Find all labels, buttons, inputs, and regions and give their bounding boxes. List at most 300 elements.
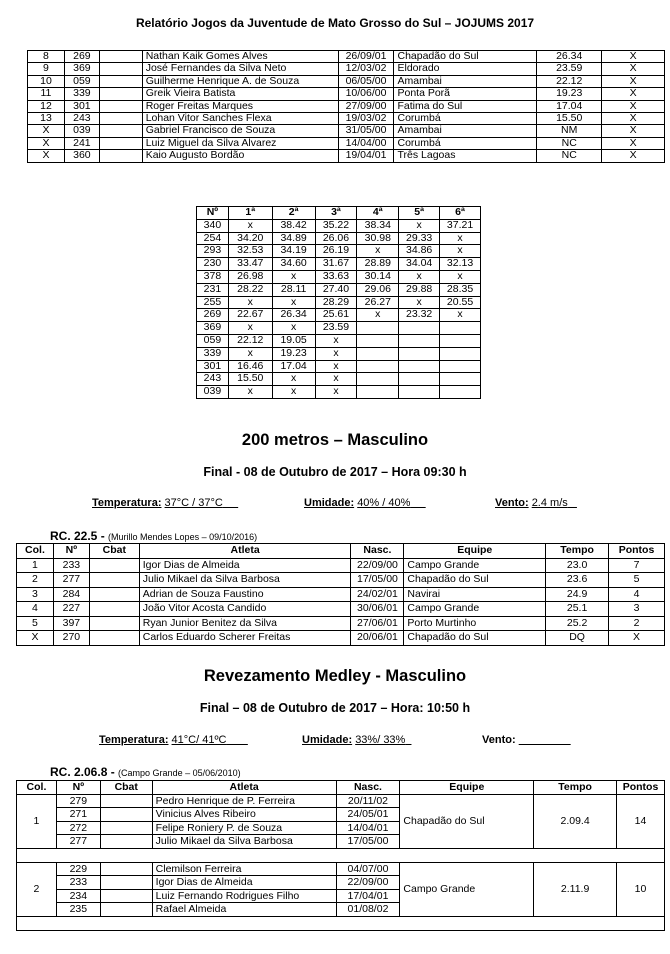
- cell-num: 284: [53, 587, 89, 602]
- cell-birth: 31/05/00: [338, 125, 394, 137]
- cell-mark: NC: [537, 150, 602, 162]
- cell-col: 8: [28, 51, 65, 63]
- cell-team: Chapadão do Sul: [400, 794, 534, 848]
- event2-record: [50, 765, 241, 779]
- cell-team: Ponta Porã: [394, 88, 537, 100]
- cell-name: Igor Dias de Almeida: [152, 876, 336, 890]
- cell-attempt: x: [440, 309, 481, 322]
- cell-name: Gabriel Francisco de Souza: [142, 125, 338, 137]
- cell-attempt: 19.05: [272, 334, 315, 347]
- cell-mark: NM: [537, 125, 602, 137]
- cell-birth: 17/04/01: [336, 889, 400, 903]
- cell-birth: 17/05/00: [336, 835, 400, 849]
- cell-birth: 20/06/01: [351, 631, 404, 646]
- cell-mark: 15.50: [537, 113, 602, 125]
- event2-results-table: [16, 780, 665, 931]
- cell-pts: X: [602, 100, 665, 112]
- column-header: Pontos: [609, 544, 665, 559]
- cell-birth: 14/04/01: [336, 821, 400, 835]
- cell-cbat: [100, 876, 152, 890]
- cell-attempt: 26.34: [272, 309, 315, 322]
- cell-attempt: x: [228, 386, 272, 399]
- cell-col: 2: [17, 862, 57, 916]
- cell-birth: 06/05/00: [338, 75, 394, 87]
- cell-attempt: x: [272, 322, 315, 335]
- column-header: 4ª: [357, 207, 399, 220]
- cell-attempt: 34.60: [272, 258, 315, 271]
- cell-num: 277: [56, 835, 100, 849]
- cell-birth: 26/09/01: [338, 51, 394, 63]
- table-row: [28, 63, 665, 75]
- table-row: [28, 113, 665, 125]
- column-header: 6ª: [440, 207, 481, 220]
- cell-pts: 7: [609, 558, 665, 573]
- cell-team: Campo Grande: [404, 558, 546, 573]
- cell-attempt: 34.89: [272, 232, 315, 245]
- cell-name: Carlos Eduardo Scherer Freitas: [139, 631, 351, 646]
- cell-attempt: 23.59: [315, 322, 357, 335]
- cell-birth: 27/06/01: [351, 616, 404, 631]
- cell-attempt: x: [228, 322, 272, 335]
- table-row: [17, 558, 665, 573]
- column-header: Tempo: [546, 544, 609, 559]
- temperature-value: 37°C / 37°C: [164, 497, 223, 509]
- cell-mark: 22.12: [537, 75, 602, 87]
- cell-pts: X: [602, 137, 665, 149]
- cell-num: 301: [64, 100, 99, 112]
- cell-cbat: [100, 903, 152, 917]
- cell-pts: 14: [617, 794, 665, 848]
- cell-number: 339: [197, 347, 229, 360]
- cell-attempt: [357, 386, 399, 399]
- cell-name: Luiz Miguel da Silva Alvarez: [142, 137, 338, 149]
- cell-attempt: x: [228, 219, 272, 232]
- cell-team: Fatima do Sul: [394, 100, 537, 112]
- cell-pts: X: [602, 125, 665, 137]
- wind-value: 2.4 m/s: [531, 497, 568, 509]
- cell-cbat: [99, 113, 142, 125]
- cell-mark: 26.34: [537, 51, 602, 63]
- cell-attempt: [440, 373, 481, 386]
- table-row: [197, 360, 481, 373]
- cell-number: 378: [197, 270, 229, 283]
- cell-attempt: 32.13: [440, 258, 481, 271]
- report-title: Relatório Jogos da Juventude de Mato Grosso do Sul – JOJUMS 2017: [135, 16, 535, 30]
- cell-num: 272: [56, 821, 100, 835]
- cell-attempt: 34.19: [272, 245, 315, 258]
- cell-attempt: x: [272, 386, 315, 399]
- cell-attempt: x: [228, 296, 272, 309]
- cell-time: 23.0: [546, 558, 609, 573]
- cell-cbat: [89, 573, 139, 588]
- cell-pts: X: [602, 75, 665, 87]
- cell-attempt: 38.34: [357, 219, 399, 232]
- cell-attempt: 15.50: [228, 373, 272, 386]
- cell-name: Guilherme Henrique A. de Souza: [142, 75, 338, 87]
- cell-birth: 24/02/01: [351, 587, 404, 602]
- cell-team: Eldorado: [394, 63, 537, 75]
- cell-col: X: [28, 150, 65, 162]
- cell-attempt: x: [440, 232, 481, 245]
- cell-attempt: 34.20: [228, 232, 272, 245]
- event2-title: Revezamento Medley - Masculino: [203, 667, 467, 685]
- cell-cbat: [89, 558, 139, 573]
- cell-pts: 4: [609, 587, 665, 602]
- cell-attempt: 28.89: [357, 258, 399, 271]
- column-header: Equipe: [400, 781, 534, 795]
- cell-attempt: x: [399, 270, 440, 283]
- cell-attempt: [357, 322, 399, 335]
- cell-attempt: 17.04: [272, 360, 315, 373]
- cell-mark: 19.23: [537, 88, 602, 100]
- table-row: [197, 347, 481, 360]
- cell-pts: X: [602, 150, 665, 162]
- cell-pts: X: [602, 51, 665, 63]
- cell-pts: 10: [617, 862, 665, 916]
- column-header: Cbat: [89, 544, 139, 559]
- cell-attempt: [399, 334, 440, 347]
- cell-attempt: 34.04: [399, 258, 440, 271]
- cell-attempt: [440, 360, 481, 373]
- cell-attempt: [440, 334, 481, 347]
- cell-attempt: 22.67: [228, 309, 272, 322]
- cell-cbat: [100, 889, 152, 903]
- cell-num: 059: [64, 75, 99, 87]
- cell-attempt: [440, 347, 481, 360]
- cell-cbat: [99, 75, 142, 87]
- table-row: [197, 334, 481, 347]
- cell-attempt: 32.53: [228, 245, 272, 258]
- column-header: Col.: [17, 544, 54, 559]
- cell-num: 360: [64, 150, 99, 162]
- humidity-value: 40% / 40%: [357, 497, 411, 509]
- cell-attempt: x: [357, 309, 399, 322]
- separator-row: [17, 848, 665, 862]
- cell-name: José Fernandes da Silva Neto: [142, 63, 338, 75]
- cell-num: 243: [64, 113, 99, 125]
- cell-col: 5: [17, 616, 54, 631]
- cell-name: Luiz Fernando Rodrigues Filho: [152, 889, 336, 903]
- column-header: Nº: [197, 207, 229, 220]
- cell-cbat: [100, 862, 152, 876]
- cell-name: Julio Mikael da Silva Barbosa: [139, 573, 351, 588]
- cell-team: Amambai: [394, 125, 537, 137]
- cell-team: Chapadão do Sul: [404, 631, 546, 646]
- cell-num: 227: [53, 602, 89, 617]
- cell-attempt: [357, 347, 399, 360]
- cell-attempt: x: [315, 334, 357, 347]
- cell-number: 340: [197, 219, 229, 232]
- event1-wind: [495, 497, 577, 509]
- cell-birth: 22/09/00: [336, 876, 400, 890]
- cell-mark: 17.04: [537, 100, 602, 112]
- column-header: Equipe: [404, 544, 546, 559]
- cell-birth: 22/09/00: [351, 558, 404, 573]
- cell-number: 301: [197, 360, 229, 373]
- cell-number: 255: [197, 296, 229, 309]
- cell-attempt: x: [315, 347, 357, 360]
- cell-time: 24.9: [546, 587, 609, 602]
- cell-attempt: 30.98: [357, 232, 399, 245]
- cell-attempt: 28.22: [228, 283, 272, 296]
- cell-num: 229: [56, 862, 100, 876]
- table-header-row: [17, 781, 665, 795]
- column-header: 1ª: [228, 207, 272, 220]
- table-row: [28, 100, 665, 112]
- cell-num: 039: [64, 125, 99, 137]
- cell-attempt: 26.98: [228, 270, 272, 283]
- cell-attempt: 26.19: [315, 245, 357, 258]
- table-row: [197, 219, 481, 232]
- cell-attempt: 35.22: [315, 219, 357, 232]
- cell-cbat: [100, 835, 152, 849]
- table-row: [28, 75, 665, 87]
- cell-number: 254: [197, 232, 229, 245]
- cell-team: Porto Murtinho: [404, 616, 546, 631]
- cell-birth: 24/05/01: [336, 808, 400, 822]
- cell-attempt: x: [440, 270, 481, 283]
- cell-birth: 10/06/00: [338, 88, 394, 100]
- cell-num: 397: [53, 616, 89, 631]
- table-row: [28, 150, 665, 162]
- cell-pts: 5: [609, 573, 665, 588]
- cell-attempt: 29.33: [399, 232, 440, 245]
- table-row: [197, 258, 481, 271]
- event2-temperature: [99, 734, 248, 746]
- cell-attempt: 29.06: [357, 283, 399, 296]
- cell-attempt: [440, 386, 481, 399]
- cell-attempt: x: [399, 219, 440, 232]
- table-row: [197, 245, 481, 258]
- cell-cbat: [100, 821, 152, 835]
- column-header: Atleta: [152, 781, 336, 795]
- cell-attempt: 19.23: [272, 347, 315, 360]
- cell-birth: 19/04/01: [338, 150, 394, 162]
- cell-num: 235: [56, 903, 100, 917]
- column-header: Col.: [17, 781, 57, 795]
- table-row: [197, 270, 481, 283]
- table-row: [197, 296, 481, 309]
- table-row: [28, 51, 665, 63]
- separator-cell: [17, 916, 665, 930]
- cell-birth: 01/08/02: [336, 903, 400, 917]
- table-row: [17, 573, 665, 588]
- column-header: 3ª: [315, 207, 357, 220]
- cell-pts: X: [602, 63, 665, 75]
- event1-title: 200 metros – Masculino: [241, 431, 429, 449]
- table-row: [197, 283, 481, 296]
- table-header-row: [197, 207, 481, 220]
- column-header: Cbat: [100, 781, 152, 795]
- cell-number: 269: [197, 309, 229, 322]
- event2-wind: [482, 734, 571, 746]
- cell-cbat: [99, 51, 142, 63]
- cell-mark: NC: [537, 137, 602, 149]
- cell-num: 270: [53, 631, 89, 646]
- cell-num: 269: [64, 51, 99, 63]
- previous-results-table: [27, 50, 665, 163]
- cell-attempt: [357, 373, 399, 386]
- cell-attempt: x: [315, 386, 357, 399]
- table-row: [197, 309, 481, 322]
- cell-cbat: [100, 794, 152, 808]
- cell-name: Kaio Augusto Bordão: [142, 150, 338, 162]
- cell-attempt: 25.61: [315, 309, 357, 322]
- cell-team: Corumbá: [394, 137, 537, 149]
- event1-temperature: [92, 497, 238, 509]
- cell-birth: 12/03/02: [338, 63, 394, 75]
- cell-attempt: 31.67: [315, 258, 357, 271]
- cell-num: 234: [56, 889, 100, 903]
- cell-pts: X: [609, 631, 665, 646]
- cell-name: Clemilson Ferreira: [152, 862, 336, 876]
- temperature-value: 41°C/ 41ºC: [171, 734, 227, 746]
- cell-team: Campo Grande: [404, 602, 546, 617]
- cell-num: 271: [56, 808, 100, 822]
- cell-name: Lohan Vitor Sanches Flexa: [142, 113, 338, 125]
- cell-col: 4: [17, 602, 54, 617]
- cell-birth: 04/07/00: [336, 862, 400, 876]
- cell-team: Chapadão do Sul: [404, 573, 546, 588]
- cell-attempt: [399, 322, 440, 335]
- cell-number: 231: [197, 283, 229, 296]
- cell-birth: 20/11/02: [336, 794, 400, 808]
- cell-name: Nathan Kaik Gomes Alves: [142, 51, 338, 63]
- cell-attempt: [357, 360, 399, 373]
- temperature-label: Temperatura:: [92, 497, 162, 509]
- cell-team: Amambai: [394, 75, 537, 87]
- cell-name: Igor Dias de Almeida: [139, 558, 351, 573]
- cell-mark: 23.59: [537, 63, 602, 75]
- separator-row: [17, 916, 665, 930]
- cell-attempt: 38.42: [272, 219, 315, 232]
- cell-attempt: x: [315, 373, 357, 386]
- temperature-label: Temperatura:: [99, 734, 169, 746]
- record-note: (Murillo Mendes Lopes – 09/10/2016): [108, 532, 258, 542]
- cell-name: Ryan Junior Benitez da Silva: [139, 616, 351, 631]
- cell-attempt: x: [272, 296, 315, 309]
- event2-humidity: [302, 734, 411, 746]
- cell-attempt: 30.14: [357, 270, 399, 283]
- cell-col: 2: [17, 573, 54, 588]
- event1-results-table: [16, 543, 665, 646]
- cell-name: Greik Vieira Batista: [142, 88, 338, 100]
- cell-cbat: [89, 631, 139, 646]
- record-note: (Campo Grande – 05/06/2010): [118, 768, 241, 778]
- table-row: [17, 631, 665, 646]
- cell-num: 339: [64, 88, 99, 100]
- table-row: [197, 373, 481, 386]
- cell-attempt: 33.47: [228, 258, 272, 271]
- column-header: Nasc.: [336, 781, 400, 795]
- cell-name: Roger Freitas Marques: [142, 100, 338, 112]
- event2-subtitle: Final – 08 de Outubro de 2017 – Hora: 10:50 h: [199, 701, 471, 715]
- cell-attempt: x: [315, 360, 357, 373]
- cell-team: Três Lagoas: [394, 150, 537, 162]
- cell-col: X: [28, 137, 65, 149]
- column-header: Tempo: [534, 781, 617, 795]
- cell-attempt: [440, 322, 481, 335]
- cell-pts: 3: [609, 602, 665, 617]
- cell-time: 25.2: [546, 616, 609, 631]
- cell-birth: 14/04/00: [338, 137, 394, 149]
- cell-name: Felipe Roniery P. de Souza: [152, 821, 336, 835]
- table-row: [28, 137, 665, 149]
- cell-attempt: x: [272, 270, 315, 283]
- cell-birth: 19/03/02: [338, 113, 394, 125]
- cell-cbat: [99, 63, 142, 75]
- cell-attempt: 28.35: [440, 283, 481, 296]
- column-header: Atleta: [139, 544, 351, 559]
- record-label: RC. 2.06.8 -: [50, 765, 115, 779]
- column-header: Pontos: [617, 781, 665, 795]
- cell-attempt: 26.27: [357, 296, 399, 309]
- cell-name: Vinicius Alves Ribeiro: [152, 808, 336, 822]
- cell-birth: 17/05/00: [351, 573, 404, 588]
- cell-number: 293: [197, 245, 229, 258]
- humidity-value: 33%/ 33%: [355, 734, 406, 746]
- cell-birth: 30/06/01: [351, 602, 404, 617]
- cell-pts: X: [602, 88, 665, 100]
- cell-num: 277: [53, 573, 89, 588]
- cell-number: 230: [197, 258, 229, 271]
- cell-col: 12: [28, 100, 65, 112]
- cell-cbat: [99, 137, 142, 149]
- cell-pts: X: [602, 113, 665, 125]
- cell-col: 10: [28, 75, 65, 87]
- cell-name: Rafael Almeida: [152, 903, 336, 917]
- cell-col: 9: [28, 63, 65, 75]
- table-row: [17, 616, 665, 631]
- cell-attempt: 28.11: [272, 283, 315, 296]
- cell-cbat: [89, 602, 139, 617]
- cell-num: 233: [53, 558, 89, 573]
- cell-number: 059: [197, 334, 229, 347]
- cell-number: 039: [197, 386, 229, 399]
- table-row: [197, 386, 481, 399]
- cell-team: Corumbá: [394, 113, 537, 125]
- cell-cbat: [89, 616, 139, 631]
- cell-time: DQ: [546, 631, 609, 646]
- table-row: [197, 322, 481, 335]
- table-row: [17, 794, 665, 808]
- cell-attempt: 26.06: [315, 232, 357, 245]
- humidity-label: Umidade:: [304, 497, 355, 509]
- wind-label: Vento:: [495, 497, 529, 509]
- cell-name: Adrian de Souza Faustino: [139, 587, 351, 602]
- cell-attempt: 22.12: [228, 334, 272, 347]
- cell-cbat: [99, 88, 142, 100]
- table-row: [28, 88, 665, 100]
- cell-attempt: [357, 334, 399, 347]
- cell-col: X: [17, 631, 54, 646]
- cell-num: 241: [64, 137, 99, 149]
- cell-cbat: [99, 100, 142, 112]
- separator-cell: [17, 848, 665, 862]
- cell-num: 279: [56, 794, 100, 808]
- cell-attempt: 16.46: [228, 360, 272, 373]
- cell-number: 243: [197, 373, 229, 386]
- column-header: Nº: [53, 544, 89, 559]
- cell-num: 233: [56, 876, 100, 890]
- cell-attempt: [399, 360, 440, 373]
- cell-attempt: [399, 386, 440, 399]
- cell-time: 2.09.4: [534, 794, 617, 848]
- cell-col: X: [28, 125, 65, 137]
- table-row: [17, 587, 665, 602]
- cell-cbat: [99, 150, 142, 162]
- humidity-label: Umidade:: [302, 734, 353, 746]
